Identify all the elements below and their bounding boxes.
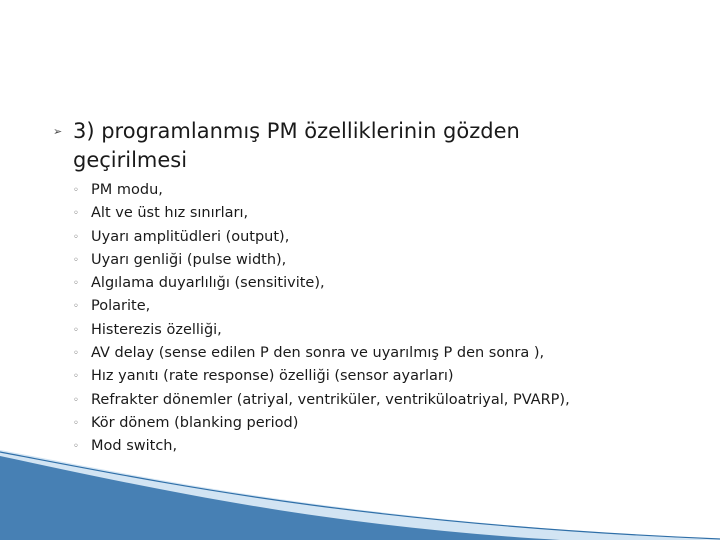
circle-bullet-icon: ◦ xyxy=(73,231,79,243)
circle-bullet-icon: ◦ xyxy=(73,441,79,453)
circle-bullet-icon: ◦ xyxy=(73,208,79,220)
circle-bullet-icon: ◦ xyxy=(73,185,79,196)
decorative-swoosh xyxy=(0,440,720,540)
arrow-bullet-icon: ➢ xyxy=(53,125,63,138)
circle-bullet-icon: ◦ xyxy=(73,417,79,429)
slide: ➢ 3) programlanmış PM özelliklerinin gözden geçirilmesi ◦ PM modu, ◦ Alt ve üst hız sınırları, ◦ Uyarı amplitüdleri (output), ◦ Uyarı genliği (pulse width), ◦ Algılama duyarlılığı (sensitivite), ◦ Polarite, ◦ Histerezis özelliği, ◦ AV delay (sense edilen P den sonra ve uyarılmış P den sonra ), ◦ Hız yanıtı (rate response) özelliği (sensor ayarları) ◦ Refrakter dönemler (atriyal, ventriküler, ventriküloatriyal, PVARP), ◦ Kör dönem (blanking period) ◦ Mod switch, xyxy=(0,0,720,540)
circle-bullet-icon: ◦ xyxy=(73,324,79,336)
circle-bullet-icon: ◦ xyxy=(73,278,79,290)
slide-heading: 3) programlanmış PM özelliklerinin gözden geçirilmesi xyxy=(73,119,520,172)
circle-bullet-icon: ◦ xyxy=(73,371,79,383)
circle-bullet-icon: ◦ xyxy=(73,254,79,266)
circle-bullet-icon: ◦ xyxy=(73,394,79,406)
circle-bullet-icon: ◦ xyxy=(73,301,79,313)
circle-bullet-icon: ◦ xyxy=(73,348,79,360)
